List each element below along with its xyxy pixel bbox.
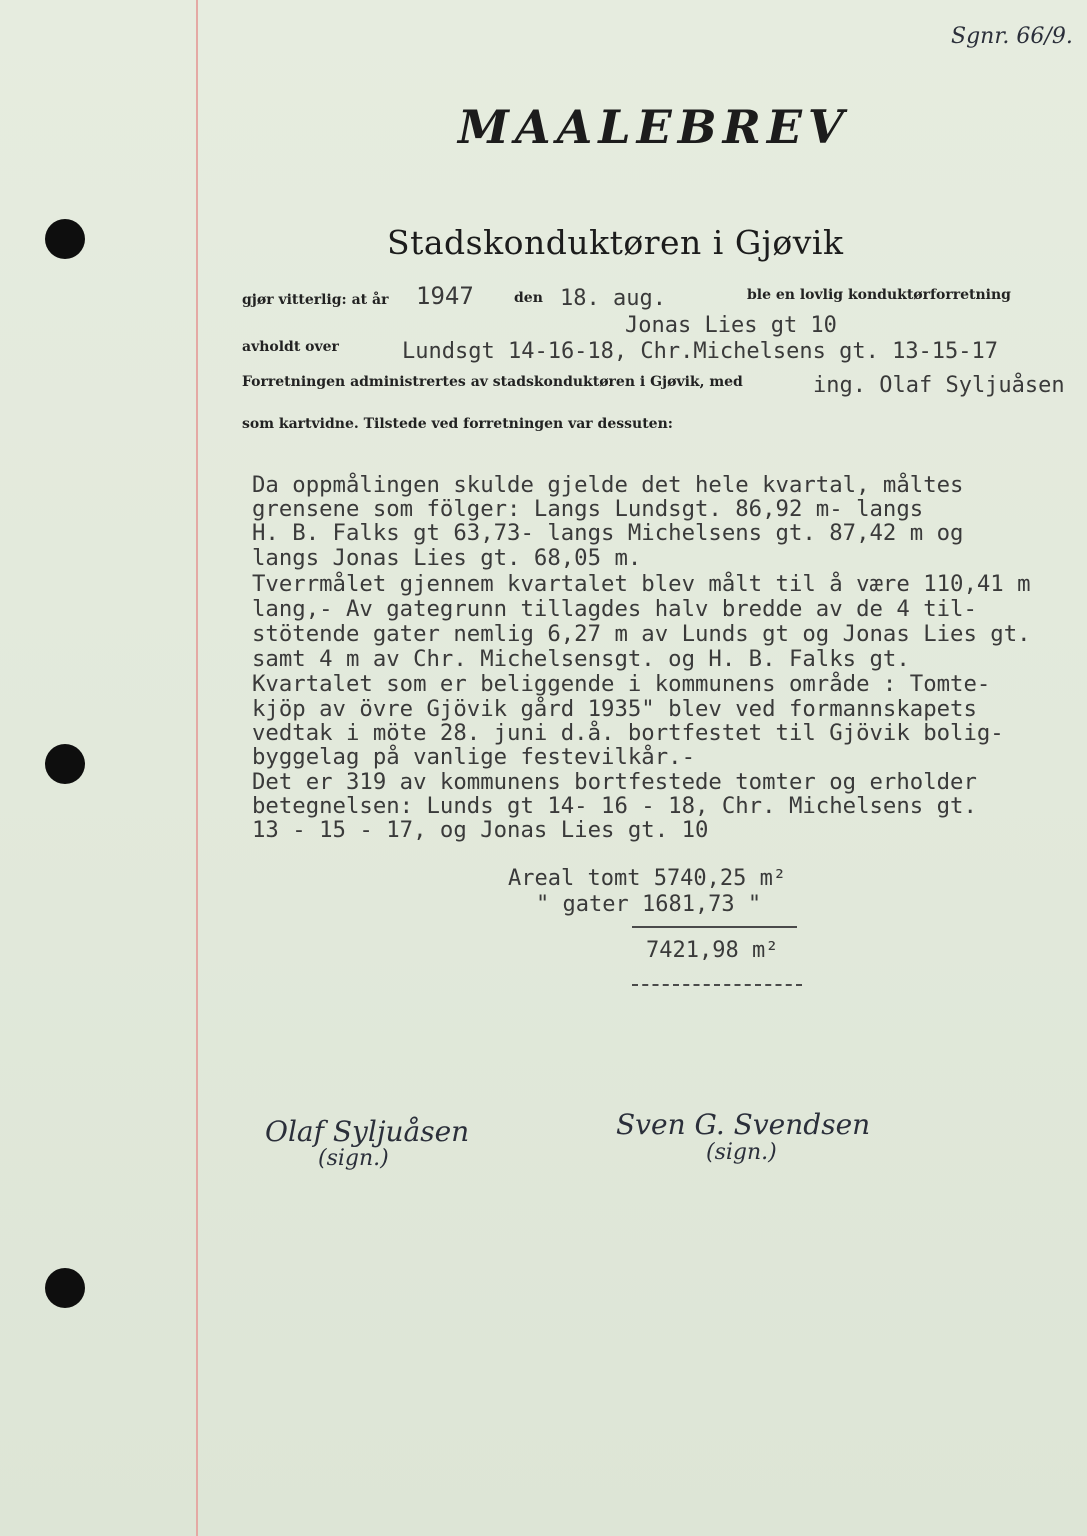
- label-avholdt: avholdt over: [242, 339, 339, 355]
- field-address-line1: Jonas Lies gt 10: [625, 313, 837, 338]
- body-line: lang,- Av gategrunn tillagdes halv bredde av de 4 til-: [252, 596, 977, 622]
- body-line: stötende gater nemlig 6,27 m av Lunds gt og Jonas Lies gt.: [252, 621, 1031, 647]
- signature-right-note: (sign.): [706, 1140, 777, 1165]
- label-kartvidne: som kartvidne. Tilstede ved forretningen var dessuten:: [242, 416, 673, 432]
- body-line: samt 4 m av Chr. Michelsensgt. og H. B. Falks gt.: [252, 646, 910, 672]
- area-gater: " gater 1681,73 ": [536, 892, 762, 917]
- body-line: grensene som fölger: Langs Lundsgt. 86,92 m- langs: [252, 496, 924, 522]
- body-line: Det er 319 av kommunens bortfestede tomter og erholder: [252, 769, 977, 795]
- label-den: den: [514, 290, 543, 306]
- area-total: 7421,98 m²: [646, 938, 779, 963]
- body-line: Tverrmålet gjennem kvartalet blev målt til å være 110,41 m: [252, 571, 1031, 597]
- margin-line: [196, 0, 198, 1536]
- office-heading: Stadskonduktøren i Gjøvik: [387, 223, 844, 262]
- body-line: 13 - 15 - 17, og Jonas Lies gt. 10: [252, 817, 709, 843]
- body-line: Kvartalet som er beliggende i kommunens område : Tomte-: [252, 671, 991, 697]
- field-address-line2: Lundsgt 14-16-18, Chr.Michelsens gt. 13-15-17: [402, 339, 999, 364]
- punch-hole-bottom: [45, 1268, 85, 1308]
- total-underline: [632, 984, 802, 986]
- body-line: H. B. Falks gt 63,73- langs Michelsens gt. 87,42 m og: [252, 520, 964, 546]
- body-line: byggelag på vanlige festevilkår.-: [252, 744, 695, 770]
- document-title: MAALEBREV: [458, 100, 850, 154]
- body-line: kjöp av övre Gjövik gård 1935" blev ved formannskapets: [252, 696, 977, 722]
- label-administrert: Forretningen administrertes av stadskonduktøren i Gjøvik, med: [242, 374, 743, 390]
- punch-hole-middle: [45, 744, 85, 784]
- field-date: 18. aug.: [560, 286, 666, 311]
- signature-left: Olaf Syljuåsen: [265, 1115, 470, 1148]
- signature-left-note: (sign.): [318, 1146, 389, 1171]
- reference-note: Sgnr. 66/9.: [951, 24, 1073, 49]
- body-line: vedtak i möte 28. juni d.å. bortfestet til Gjövik bolig-: [252, 720, 1004, 746]
- body-line: Da oppmålingen skulde gjelde det hele kvartal, måltes: [252, 472, 964, 498]
- label-forretning: ble en lovlig konduktørforretning: [747, 287, 1011, 303]
- body-line: langs Jonas Lies gt. 68,05 m.: [252, 545, 642, 571]
- label-vitterlig: gjør vitterlig: at år: [242, 292, 389, 308]
- sum-rule: [632, 926, 797, 928]
- area-tomt: Areal tomt 5740,25 m²: [508, 866, 787, 891]
- body-line: betegnelsen: Lunds gt 14- 16 - 18, Chr. Michelsens gt.: [252, 793, 977, 819]
- signature-right: Sven G. Svendsen: [616, 1108, 871, 1141]
- punch-hole-top: [45, 219, 85, 259]
- field-year: 1947: [416, 282, 474, 310]
- field-surveyor: ing. Olaf Syljuåsen: [813, 373, 1065, 398]
